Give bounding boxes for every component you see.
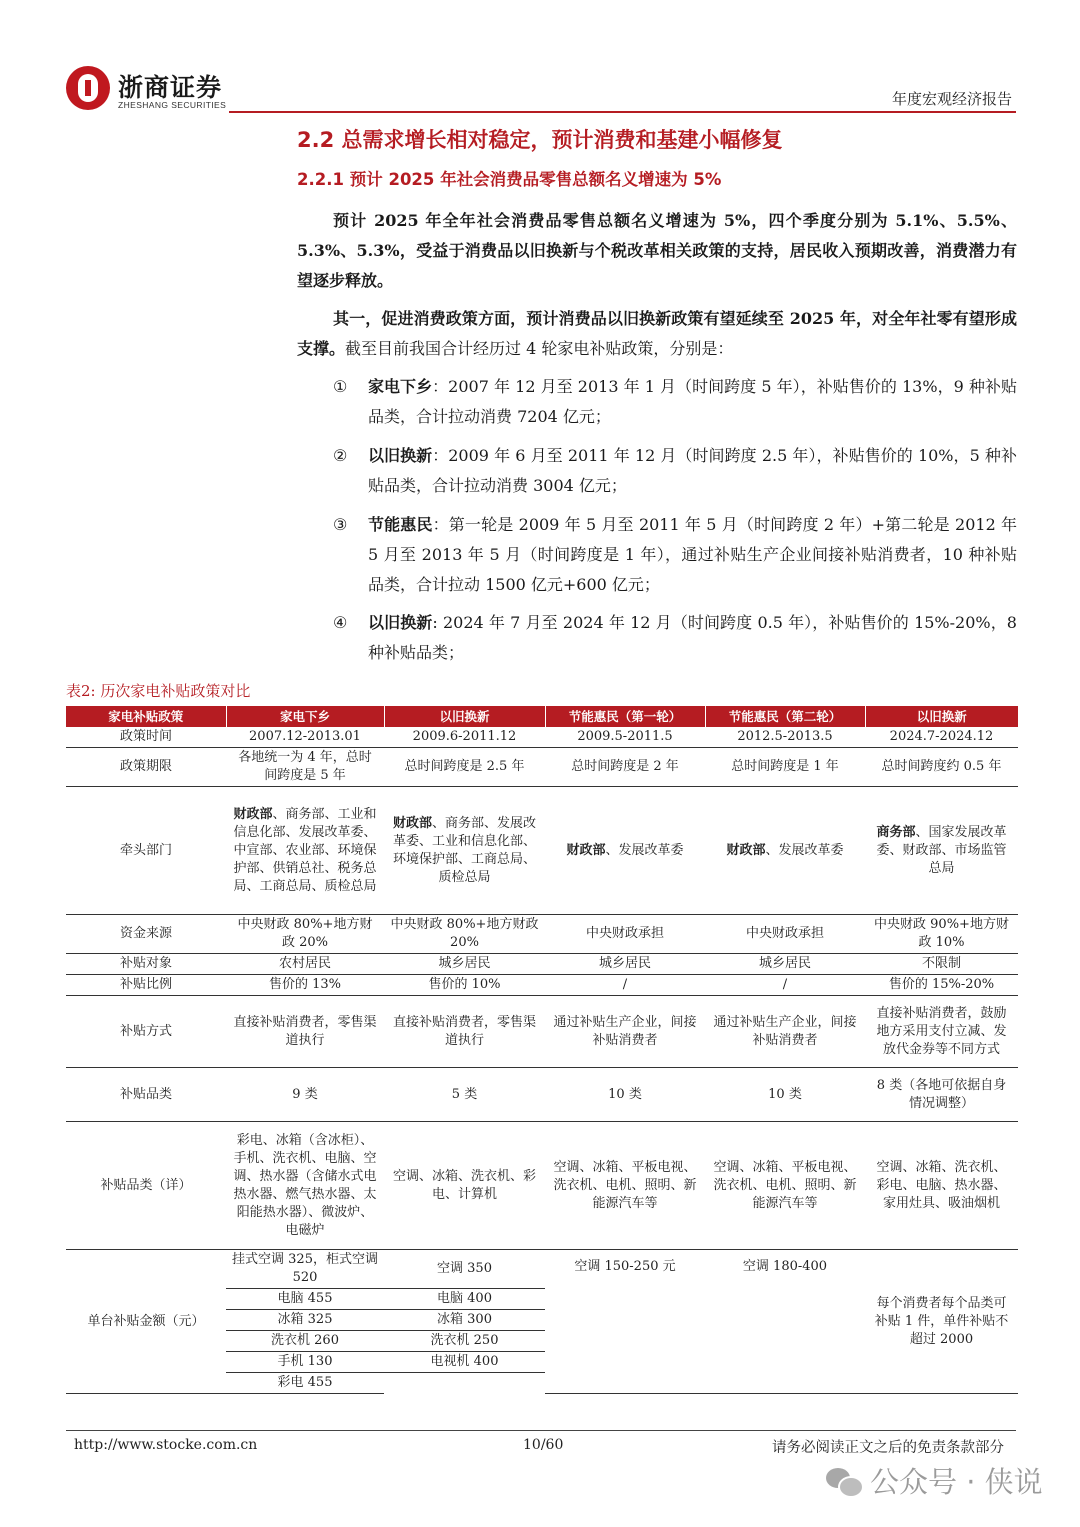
table-cell: [384, 787, 545, 915]
table-cell: [865, 787, 1018, 915]
lead-department: 商务部: [876, 824, 916, 840]
lead-department: 财政部: [726, 842, 766, 858]
list-number: ①: [333, 377, 348, 396]
header-divider: [229, 111, 1016, 113]
table-cell: 挂式空调 325，柜式空调 520: [226, 1250, 384, 1289]
other-departments: 、发展改革委: [765, 842, 844, 858]
table-caption: 表2: 历次家电补贴政策对比: [66, 682, 251, 700]
other-departments: 、发展改革委: [605, 842, 684, 858]
table-cell: [545, 787, 705, 915]
table-row: [66, 787, 1018, 915]
list-item-title: 以旧换新: [368, 446, 433, 465]
table-cell: 空调 150-250 元: [545, 1250, 705, 1394]
row-label: 资金来源: [66, 915, 226, 954]
table-cell: 空调 350: [384, 1250, 545, 1289]
table-row: [66, 1068, 1018, 1122]
table-cell: 不限制: [865, 954, 1018, 975]
table-cell: 空调、冰箱、平板电视、洗衣机、电机、照明、新能源汽车等: [705, 1122, 865, 1250]
paragraph-policy: [297, 304, 1017, 364]
row-label: 补贴方式: [66, 996, 226, 1068]
table-header-cell: 家电下乡: [226, 706, 384, 727]
table-cell: 5 类: [384, 1068, 545, 1122]
logo-chinese-name: 浙商证券: [118, 73, 223, 102]
table-cell: 总时间跨度是 1 年: [705, 748, 865, 787]
table-cell: 各地统一为 4 年，总时间跨度是 5 年: [226, 748, 384, 787]
list-number: ②: [333, 446, 348, 465]
table-cell: 手机 130: [226, 1352, 384, 1373]
table-header-cell: 以旧换新: [865, 706, 1018, 727]
table-row: [66, 996, 1018, 1068]
row-label: 政策期限: [66, 748, 226, 787]
list-item-text: ：第一轮是 2009 年 5 月至 2011 年 5 月（时间跨度 2 年）+第二轮是 2012 年 5 月至 2013 年 5 月（时间跨度是 1 年），通过补贴生产企业间接补贴消费者，10 种补贴品类，合计拉动 1500 亿元+600 亿元；: [368, 515, 1017, 594]
table-row: [66, 1250, 1018, 1289]
table-cell: /: [705, 975, 865, 996]
table-cell: 9 类: [226, 1068, 384, 1122]
table-row: [66, 975, 1018, 996]
lead-department: 财政部: [566, 842, 606, 858]
report-type: 年度宏观经济报告: [891, 90, 1012, 108]
table-header-cell: 节能惠民（第一轮）: [545, 706, 705, 727]
table-row: [66, 1122, 1018, 1250]
table-cell: 空调 180-400: [705, 1250, 865, 1394]
table-cell: 电脑 455: [226, 1289, 384, 1310]
table-cell: [226, 787, 384, 915]
table-cell: 农村居民: [226, 954, 384, 975]
list-item: [333, 510, 1017, 600]
list-item: [333, 372, 1017, 432]
table-cell: 空调、冰箱、平板电视、洗衣机、电机、照明、新能源汽车等: [545, 1122, 705, 1250]
table-cell: 2012.5-2013.5: [705, 727, 865, 748]
subsection-heading: 2.2.1 预计 2025 年社会消费品零售总额名义增速为 5%: [297, 170, 722, 189]
row-label: 补贴对象: [66, 954, 226, 975]
list-item-title: 家电下乡: [368, 377, 433, 396]
lead-department: 财政部: [392, 815, 432, 831]
list-item-text: : 2024 年 7 月至 2024 年 12 月（时间跨度 0.5 年），补贴售价的 15%-20%，8 种补贴品类；: [368, 613, 1017, 662]
table-header-cell: 以旧换新: [384, 706, 545, 727]
table-cell: 总时间跨度约 0.5 年: [865, 748, 1018, 787]
table-cell: 彩电 455: [226, 1373, 384, 1394]
table-header-cell: 家电补贴政策: [66, 706, 226, 727]
table-cell: 2009.5-2011.5: [545, 727, 705, 748]
company-logo: [66, 66, 238, 118]
table-cell: 2007.12-2013.01: [226, 727, 384, 748]
table-row: [66, 915, 1018, 954]
other-departments: 、国家发展改革委、财政部、市场监管总局: [876, 824, 1007, 876]
list-item: [333, 441, 1017, 501]
table-cell: 中央财政 80%+地方财政 20%: [226, 915, 384, 954]
table-cell: 中央财政承担: [545, 915, 705, 954]
list-item: [333, 608, 1017, 668]
table-cell: 售价的 13%: [226, 975, 384, 996]
table-cell: 中央财政承担: [705, 915, 865, 954]
table-cell: 冰箱 300: [384, 1310, 545, 1331]
table-cell: 直接补贴消费者，零售渠道执行: [384, 996, 545, 1068]
table-cell: 电脑 400: [384, 1289, 545, 1310]
table-cell: [705, 787, 865, 915]
other-departments: 、商务部、工业和信息化部、发展改革委、中宣部、农业部、环境保护部、供销总社、税务总局、工商总局、质检总局: [233, 806, 377, 894]
list-item-title: 节能惠民: [368, 515, 433, 534]
list-number: ④: [333, 613, 348, 632]
table-cell: 中央财政 90%+地方财政 10%: [865, 915, 1018, 954]
wechat-watermark: [826, 1460, 1056, 1506]
watermark-text: 公众号 · 侠说: [870, 1465, 1043, 1499]
table-header-cell: 节能惠民（第二轮）: [705, 706, 865, 727]
paragraph-forecast: 预计 2025 年全年社会消费品零售总额名义增速为 5%，四个季度分别为 5.1%、5.5%、5.3%、5.3%，受益于消费品以旧换新与个税改革相关政策的支持，居民收入预期改善，消费潜力有望逐步释放。: [297, 211, 1017, 290]
table-cell: 10 类: [705, 1068, 865, 1122]
website-link[interactable]: http://www.stocke.com.cn: [74, 1437, 258, 1453]
table-cell: 8 类（各地可依据自身情况调整）: [865, 1068, 1018, 1122]
logo-english-name: ZHESHANG SECURITIES: [118, 100, 227, 110]
zheshang-logo-icon: [66, 66, 110, 110]
section-heading: 2.2 总需求增长相对稳定，预计消费和基建小幅修复: [297, 128, 783, 152]
table-cell: 彩电、冰箱（含冰柜）、手机、洗衣机、电脑、空调、热水器（含储水式电热水器、燃气热水器、太阳能热水器）、微波炉、电磁炉: [226, 1122, 384, 1250]
wechat-icon: [826, 1466, 862, 1496]
list-item-text: ：2009 年 6 月至 2011 年 12 月（时间跨度 2.5 年），补贴售价的 10%，5 种补贴品类，合计拉动消费 3004 亿元；: [368, 446, 1017, 495]
table-cell: /: [545, 975, 705, 996]
disclaimer-note: 请务必阅读正文之后的免责条款部分: [772, 1440, 1004, 1456]
lead-department: 财政部: [233, 806, 273, 822]
table-cell: 通过补贴生产企业，间接补贴消费者: [545, 996, 705, 1068]
table-cell: 中央财政 80%+地方财政 20%: [384, 915, 545, 954]
subsidy-policy-table: [66, 706, 1018, 1394]
table-cell: 电视机 400: [384, 1352, 545, 1373]
table-cell: 空调、冰箱、洗衣机、彩电、计算机: [384, 1122, 545, 1250]
table-cell: 洗衣机 260: [226, 1331, 384, 1352]
table-cell: 直接补贴消费者，鼓励地方采用支付立减、发放代金券等不同方式: [865, 996, 1018, 1068]
table-cell: 总时间跨度是 2.5 年: [384, 748, 545, 787]
table-row: [66, 954, 1018, 975]
table-cell: 城乡居民: [705, 954, 865, 975]
table-cell: 售价的 15%-20%: [865, 975, 1018, 996]
list-item-text: ：2007 年 12 月至 2013 年 1 月（时间跨度 5 年），补贴售价的 13%，9 种补贴品类，合计拉动消费 7204 亿元；: [368, 377, 1017, 426]
table-cell: 每个消费者每个品类可补贴 1 件，单件补贴不超过 2000: [865, 1250, 1018, 1394]
list-item-title: 以旧换新: [368, 613, 433, 632]
table-cell: 冰箱 325: [226, 1310, 384, 1331]
row-label: 政策时间: [66, 727, 226, 748]
table-cell: 洗衣机 250: [384, 1331, 545, 1352]
table-cell: 城乡居民: [384, 954, 545, 975]
table-cell: 总时间跨度是 2 年: [545, 748, 705, 787]
table-cell: 空调、冰箱、洗衣机、彩电、电脑、热水器、家用灶具、吸油烟机: [865, 1122, 1018, 1250]
table-header-row: [66, 706, 1018, 727]
row-label: 牵头部门: [66, 787, 226, 915]
table-row: [66, 748, 1018, 787]
row-label: 补贴品类（详）: [66, 1122, 226, 1250]
table-cell: [384, 1373, 545, 1394]
paragraph-policy-rest: 截至目前我国合计经历过 4 轮家电补贴政策，分别是：: [345, 339, 734, 358]
table-cell: 2024.7-2024.12: [865, 727, 1018, 748]
row-label: 单台补贴金额（元）: [66, 1250, 226, 1394]
table-cell: 10 类: [545, 1068, 705, 1122]
table-cell: 售价的 10%: [384, 975, 545, 996]
table-cell: 2009.6-2011.12: [384, 727, 545, 748]
footer-divider: [66, 1430, 1016, 1431]
table-cell: 通过补贴生产企业，间接补贴消费者: [705, 996, 865, 1068]
list-number: ③: [333, 515, 348, 534]
table-cell: 城乡居民: [545, 954, 705, 975]
table-cell: 直接补贴消费者，零售渠道执行: [226, 996, 384, 1068]
other-departments: 、商务部、发展改革委、工业和信息化部、环境保护部、工商总局、质检总局: [392, 815, 537, 885]
paragraph-policy-lead: 其一，促进消费政策方面，预计消费品以旧换新政策有望延续至 2025 年，对全年社零有望形成支撑。: [297, 309, 1017, 358]
row-label: 补贴品类: [66, 1068, 226, 1122]
table-row: [66, 727, 1018, 748]
page-number: 10/60: [523, 1437, 564, 1453]
row-label: 补贴比例: [66, 975, 226, 996]
